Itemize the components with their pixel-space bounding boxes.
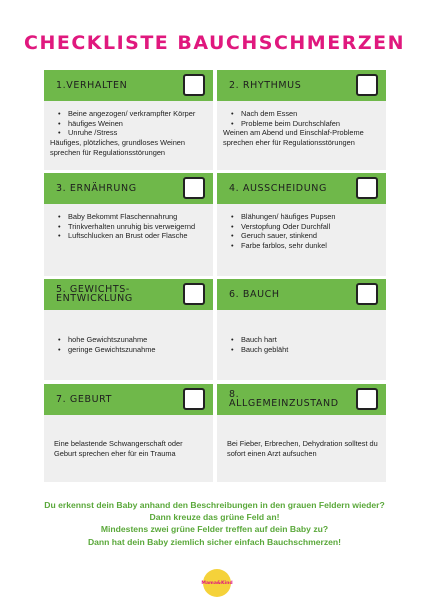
list-item: • Bauch hart (231, 335, 378, 345)
card-header (217, 70, 386, 101)
card-header (217, 173, 386, 204)
list-item: • häufiges Weinen (58, 119, 205, 129)
card-rhythmus (217, 70, 386, 170)
list-item: • Blähungen/ häufiges Pupsen (231, 212, 378, 222)
page-title: CHECKLISTE BAUCHSCHMERZEN (24, 32, 405, 54)
card-body (44, 310, 213, 380)
card-body (217, 415, 386, 482)
card-title: 4. AUSSCHEIDUNG (229, 182, 327, 194)
card-body (44, 101, 213, 170)
card-title: 6. BAUCH (229, 288, 280, 300)
card-header (44, 279, 213, 310)
checkbox[interactable] (183, 177, 205, 199)
card-body (217, 204, 386, 276)
list-item: • hohe Gewichtszunahme (58, 335, 205, 345)
checkbox[interactable] (356, 74, 378, 96)
list-item: • Luftschlucken an Brust oder Flasche (58, 231, 205, 241)
card-header (44, 70, 213, 101)
card-ernaehrung (44, 173, 213, 276)
checkbox[interactable] (183, 388, 205, 410)
card-body (44, 204, 213, 276)
checkbox[interactable] (356, 177, 378, 199)
card-geburt (44, 384, 213, 482)
card-title: 2. RHYTHMUS (229, 79, 302, 91)
card-bauch (217, 279, 386, 380)
card-note: Weinen am Abend und Einschlaf-Probleme sprechen eher für Regulationsstörungen (223, 128, 364, 147)
card-header (44, 173, 213, 204)
footer-line: Dann kreuze das grüne Feld an! (149, 512, 280, 523)
card-body (217, 310, 386, 380)
list-item: • Bauch gebläht (231, 345, 378, 355)
list-item: • Farbe farblos, sehr dunkel (231, 241, 378, 251)
checkbox[interactable] (183, 283, 205, 305)
card-title: 7. GEBURT (56, 393, 113, 405)
card-verhalten (44, 70, 213, 170)
list-item: • geringe Gewichtszunahme (58, 345, 205, 355)
card-header (217, 384, 386, 415)
checkbox[interactable] (183, 74, 205, 96)
card-body (217, 101, 386, 170)
card-note: Eine belastende Schwangerschaft oder Geburt sprechen eher für ein Trauma (54, 438, 183, 458)
checkbox[interactable] (356, 388, 378, 410)
footer-line: Mindestens zwei grüne Felder treffen auf dein Baby zu? (100, 524, 329, 535)
list-item: • Nach dem Essen (231, 109, 378, 119)
card-note: Bei Fieber, Erbrechen, Dehydration solltest du sofort einen Arzt aufsuchen (227, 438, 378, 458)
list-item: • Geruch sauer, stinkend (231, 231, 378, 241)
footer-text (0, 499, 429, 548)
card-body (44, 415, 213, 482)
footer-line: Du erkennst dein Baby anhand den Beschreibungen in den grauen Feldern wieder? (44, 500, 385, 510)
footer-line: Dann hat dein Baby ziemlich sicher einfach Bauchschmerzen! (87, 536, 342, 547)
card-title: 1.VERHALTEN (56, 79, 128, 91)
card-title: 8. ALLGEMEINZUSTAND (229, 388, 339, 410)
logo-text: Mama&Kind (201, 580, 233, 586)
list-item: • Baby Bekommt Flaschennahrung (58, 212, 205, 222)
card-ausscheidung (217, 173, 386, 276)
list-item: • Unruhe /Stress (58, 128, 205, 138)
card-title: 3. ERNÄHRUNG (56, 182, 137, 194)
list-item: • Trinkverhalten unruhig bis verweigernd (58, 222, 205, 232)
card-title: 5. GEWICHTS-ENTWICKLUNG (56, 283, 133, 305)
card-note: Häufiges, plötzliches, grundloses Weinen sprechen für Regulationsstörungen (50, 137, 186, 157)
card-header (44, 384, 213, 415)
brand-logo (203, 569, 231, 597)
card-header (217, 279, 386, 310)
list-item: • Probleme beim Durchschlafen (231, 119, 378, 129)
card-allgemeinzustand (217, 384, 386, 482)
list-item: • Beine angezogen/ verkrampfter Körper (58, 109, 205, 119)
list-item: • Verstopfung Oder Durchfall (231, 222, 378, 232)
checkbox[interactable] (356, 283, 378, 305)
card-gewichtsentwicklung (44, 279, 213, 380)
